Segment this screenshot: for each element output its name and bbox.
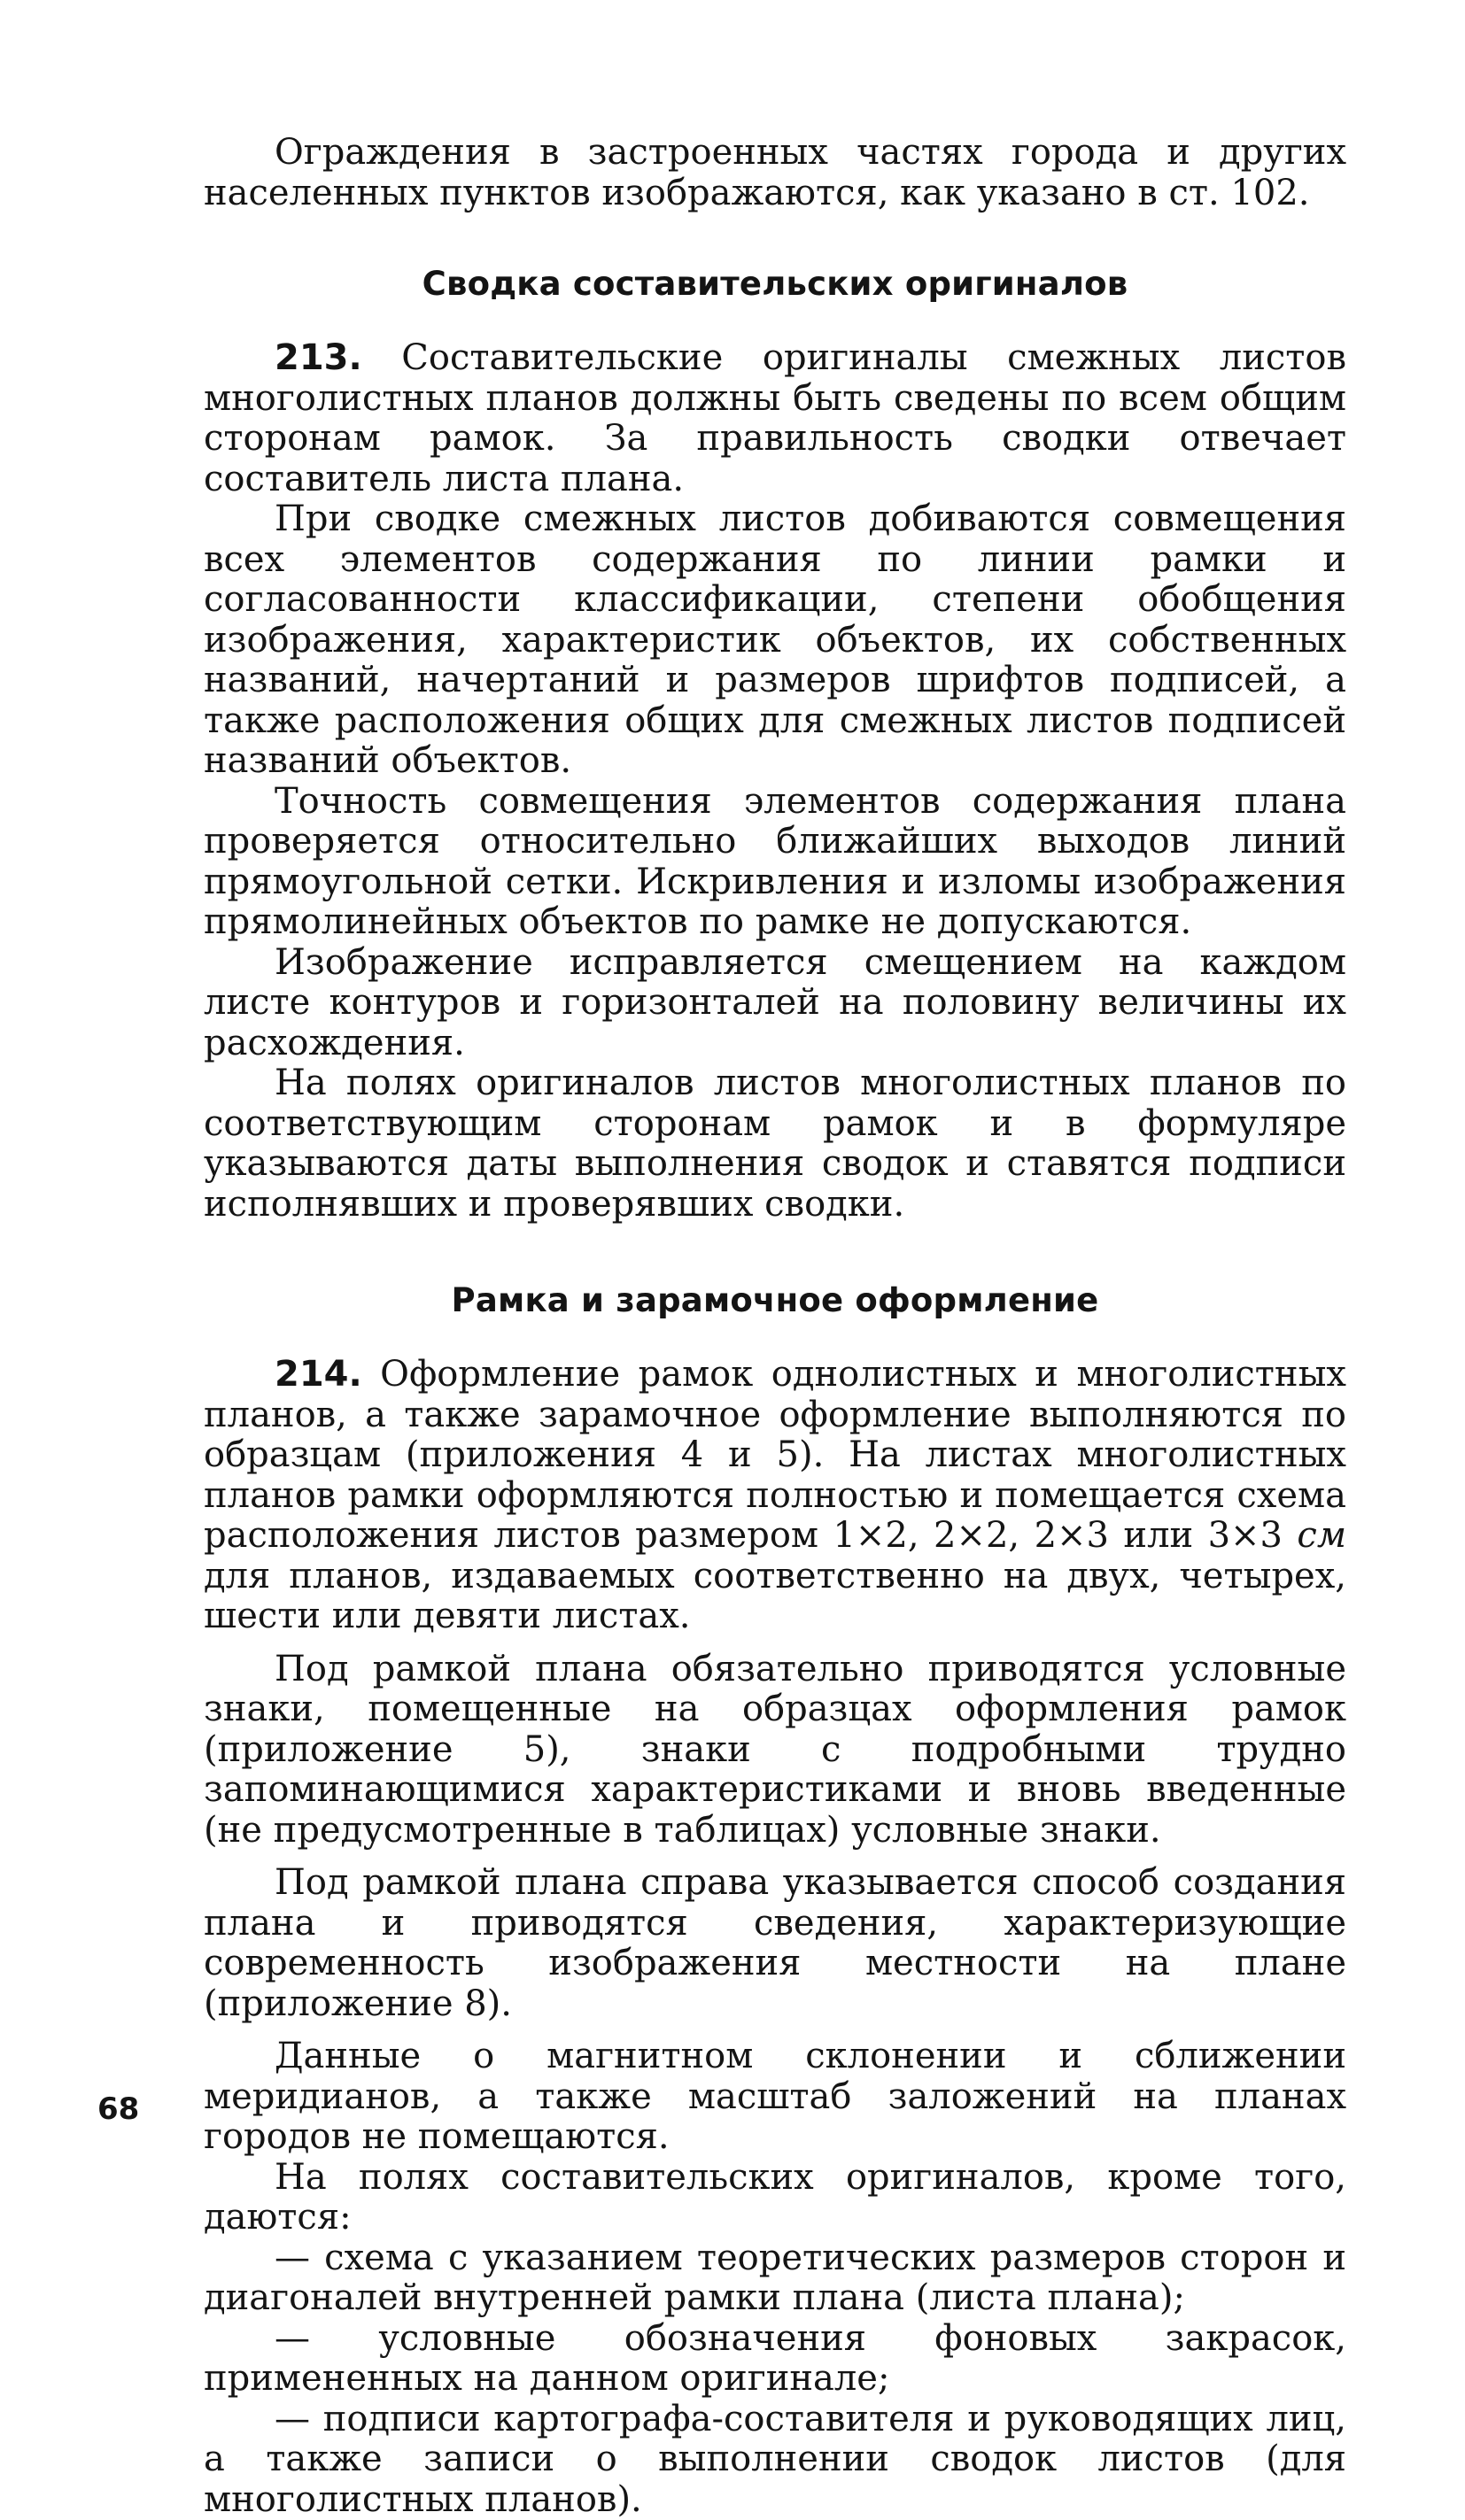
list-intro: На полях составительских оригиналов, кроме того, даются: [204,2158,1346,2238]
section-heading-ramka: Рамка и зарамочное оформление [204,1281,1346,1319]
item-214-text-part1: Оформление рамок однолистных и многолистных планов, а также зарамочное оформление выполняются по образцам (приложения 4 и 5). На листах многолистных планов рамки оформляются полностью и помещается схема расположения листов размером 1×2, 2×2, 2×3 или 3×3 [204,1354,1346,1556]
item-213-text: Составительские оригиналы смежных листов многолистных планов должны быть сведены по всем общим сторонам рамок. За правильность сводки отвечает составитель листа плана. [204,337,1346,499]
item-213-paragraph [204,338,1346,499]
list-item: — условные обозначения фоновых закрасок, примененных на данном оригинале; [204,2319,1346,2400]
list-item: — схема с указанием теоретических размеров сторон и диагоналей внутренней рамки плана (листа плана); [204,2238,1346,2319]
svodka-paragraph-3: Точность совмещения элементов содержания плана проверяется относительно ближайших выходов линий прямоугольной сетки. Искривления и изломы изображения прямолинейных объектов по рамке не допускаются. [204,782,1346,943]
svodka-paragraph-4: Изображение исправляется смещением на каждом листе контуров и горизонталей на половину величины их расхождения. [204,943,1346,1064]
ramka-paragraph-3: Под рамкой плана справа указывается способ создания плана и приводятся сведения, характеризующие современность изображения местности на плане (приложение 8). [204,1863,1346,2024]
document-page [204,133,1346,2520]
item-number-213: 213. [275,337,362,378]
item-214-text-part2: для планов, издаваемых соответственно на двух, четырех, шести или девяти листах. [204,1556,1346,1637]
svodka-paragraph-5: На полях оригиналов листов многолистных планов по соответствующим сторонам рамок и в формуляре указываются даты выполнения сводок и ставятся подписи исполнявших и проверявших сводки. [204,1063,1346,1225]
unit-cm: см [1297,1515,1346,1556]
ramka-paragraph-4: Данные о магнитном склонении и сближении меридианов, а также масштаб заложений на планах городов не помещаются. [204,2037,1346,2158]
intro-paragraph: Ограждения в застроенных частях города и других населенных пунктов изображаются, как указано в ст. 102. [204,133,1346,213]
ramka-paragraph-2: Под рамкой плана обязательно приводятся условные знаки, помещенные на образцах оформления рамок (приложение 5), знаки с подробными трудно запоминающимися характеристиками и вновь введенные (не предусмотренные в таблицах) условные знаки. [204,1650,1346,1851]
item-number-214: 214. [275,1354,362,1395]
section-heading-svodka: Сводка составительских оригиналов [204,265,1346,303]
svodka-paragraph-2: При сводке смежных листов добиваются совмещения всех элементов содержания по линии рамки и согласованности классификации, степени обобщения изображения, характеристик объектов, их собственных названий, начертаний и размеров шрифтов подписей, а также расположения общих для смежных листов подписей названий объектов. [204,499,1346,782]
page-number: 68 [97,2091,139,2127]
item-214-paragraph [204,1355,1346,1637]
list-item: — подписи картографа-составителя и руководящих лиц, а также записи о выполнении сводок листов (для многолистных планов). [204,2400,1346,2520]
